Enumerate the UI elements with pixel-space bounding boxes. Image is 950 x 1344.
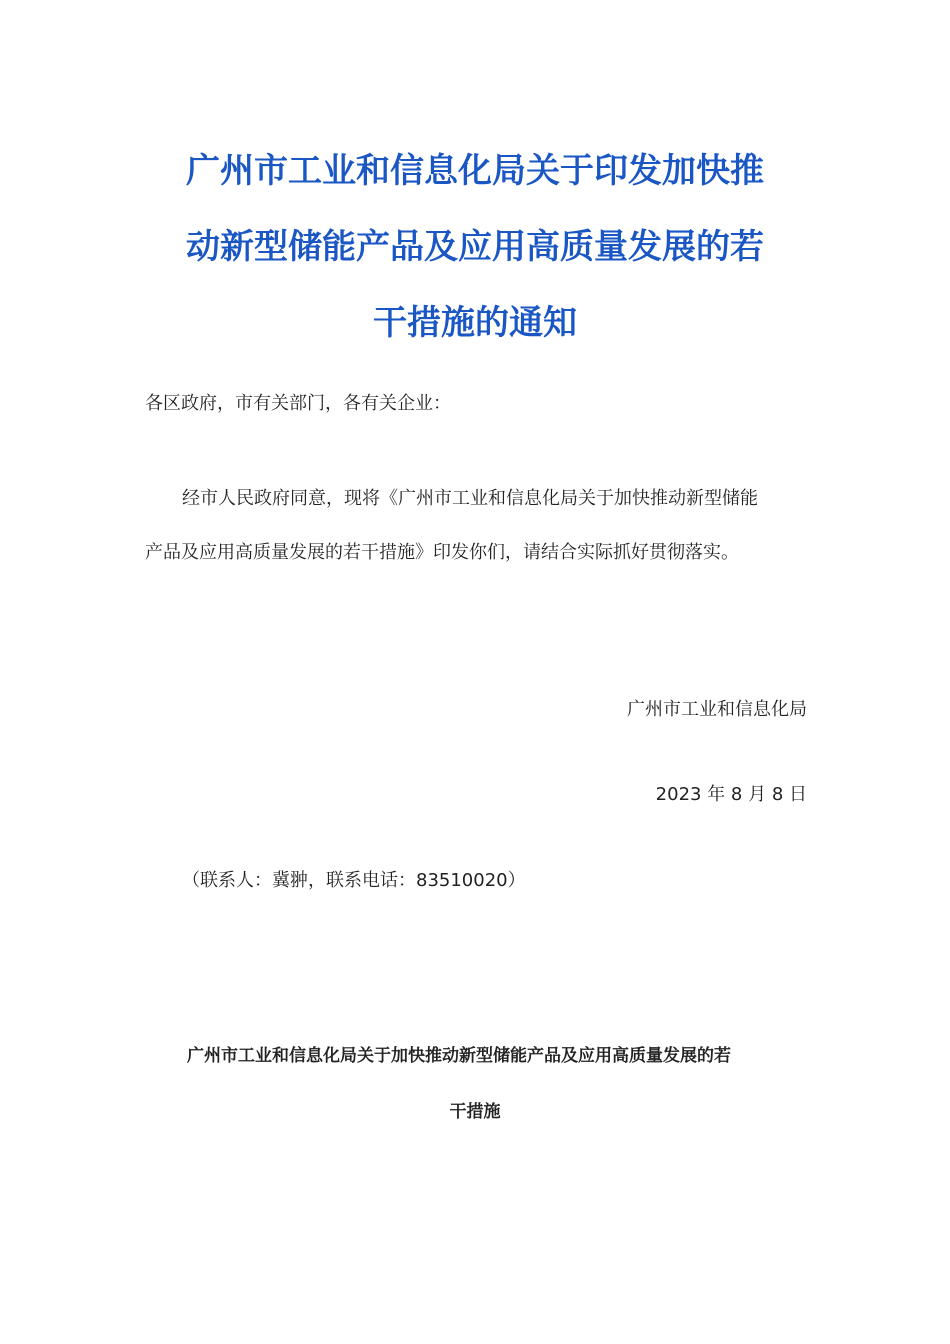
- measures-title: [140, 1028, 850, 1140]
- document-title: [140, 133, 810, 361]
- measures-title-line-1: 广州市工业和信息化局关于加快推动新型储能产品及应用高质量发展的若: [187, 1046, 731, 1066]
- salutation: 各区政府，市有关部门，各有关企业：: [145, 393, 451, 414]
- title-line-1: 广州市工业和信息化局关于印发加快推: [186, 151, 764, 191]
- title-line-3: 干措施的通知: [373, 303, 577, 343]
- contact-info: （联系人：冀翀，联系电话：83510020）: [182, 870, 526, 891]
- measures-title-line-2: 干措施: [449, 1102, 501, 1122]
- body-paragraph: [145, 472, 807, 580]
- signer: 广州市工业和信息化局: [627, 699, 807, 720]
- body-line-1: 经市人民政府同意，现将《广州市工业和信息化局关于加快推动新型储能: [182, 488, 758, 509]
- title-line-2: 动新型储能产品及应用高质量发展的若: [186, 227, 764, 267]
- body-line-2: 产品及应用高质量发展的若干措施》印发你们，请结合实际抓好贯彻落实。: [145, 542, 739, 563]
- issue-date: 2023 年 8 月 8 日: [655, 784, 807, 805]
